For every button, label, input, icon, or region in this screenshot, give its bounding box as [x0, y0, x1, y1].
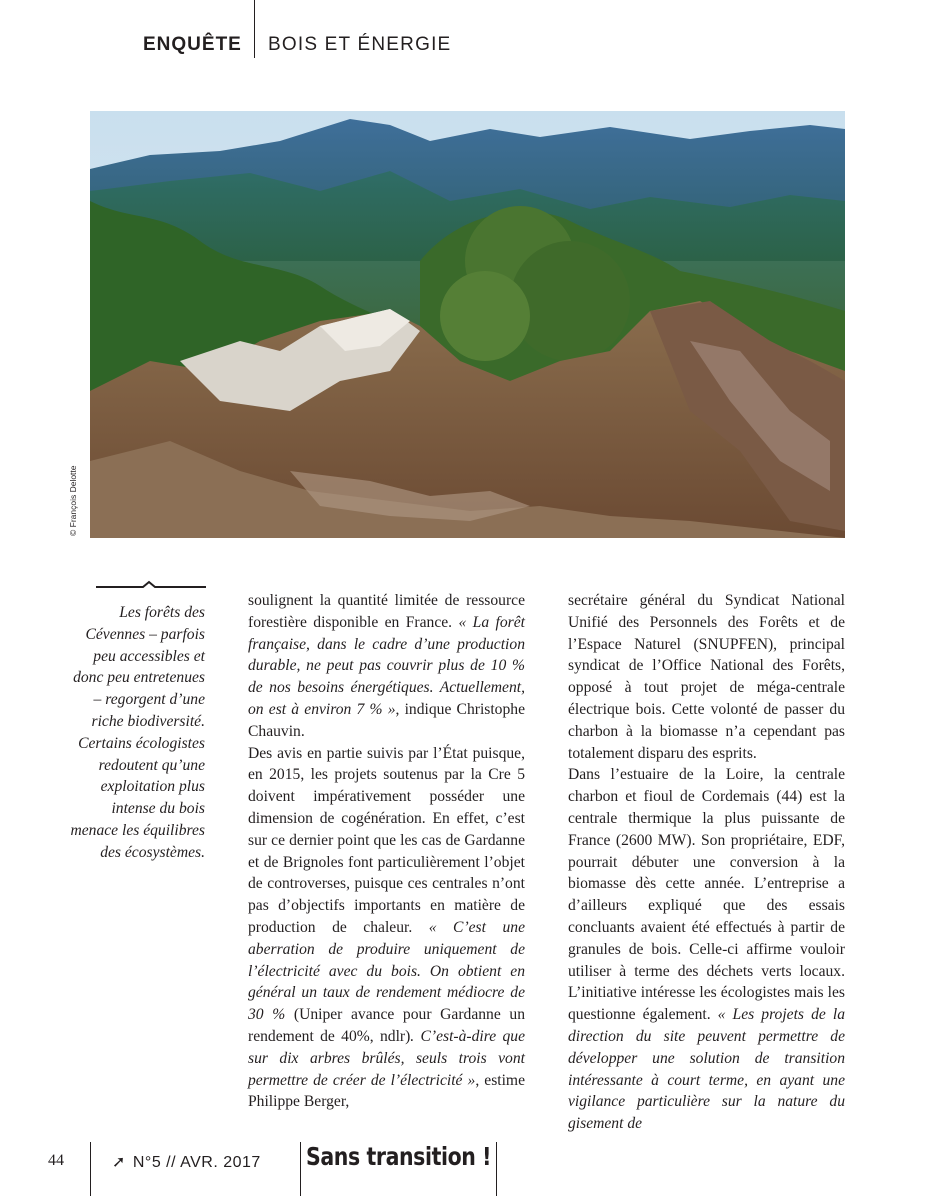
quote: « La forêt française, dans le cadre d’une production durable, ne peut pas couvrir plus de 10 % de nos besoins énergétiques. Actuellement, on est à environ 7 % » [248, 613, 525, 718]
forest-landscape-photo [90, 111, 845, 538]
arrow-icon: ➚ [112, 1154, 126, 1171]
issue-info: ➚ N°5 // AVR. 2017 [112, 1154, 261, 1171]
photo-caption: Les forêts des Cévennes – parfois peu accessibles et donc peu entretenues – regorgent d’une riche biodiversité. Certains écologistes redoutent qu’une exploitation plus intense du bois menace les équilibres des écosystèmes. [70, 604, 205, 861]
section-topic: BOIS ET ÉNERGIE [268, 34, 452, 55]
caption-divider [96, 578, 206, 592]
quote: « C’est une aberration de produire uniquement de l’électricité avec du bois. On obtient en général un taux de rendement médiocre de 30 % [248, 918, 525, 1024]
footer-divider [300, 1142, 301, 1196]
magazine-logo: Sans transition ! [306, 1142, 492, 1171]
quote: « Les projets de la direction du site peuvent permettre de développer une solution de transition intéressante à court terme, en ayant une vigilance particulière sur la nature du gisement de [568, 1006, 845, 1133]
photo-credit: © François Delotte [68, 465, 78, 536]
footer-divider [90, 1142, 91, 1196]
article-column-2 [568, 590, 845, 1135]
page-number: 44 [48, 1152, 64, 1169]
paragraph: Dans l’estuaire de la Loire, la centrale charbon et fioul de Cordemais (44) est la centrale thermique la plus puissante de France (2600 MW). Son propriétaire, EDF, pourrait débuter une conversion à la biomasse dès cette année. L’entreprise a d’ailleurs expliqué que des essais concluants avaient été effectués à partir de granules de bois. Celle-ci affirme vouloir utiliser à terme des déchets verts locaux. L’initiative intéresse les écologistes mais les questionne également. « Les projets de la direction du site peuvent permettre de développer une solution de transition intéressante à court terme, en ayant une vigilance particulière sur la nature du gisement de [568, 766, 845, 1133]
section-rubric: ENQUÊTE [143, 34, 242, 55]
page-footer [0, 1138, 934, 1200]
footer-divider [496, 1142, 497, 1196]
paragraph: Des avis en partie suivis par l’État puisque, en 2015, les projets soutenus par la Cre 5 doivent impérativement posséder une dimension de cogénération. En effet, c’est sur ce dernier point que les cas de Gardanne et de Brignoles font particulièrement l’objet de controverses, puisque ces centrales n’ont pas d’objectifs importants en matière de production de chaleur. « C’est une aberration de produire uniquement de l’électricité avec du bois. On obtient en général un taux de rendement médiocre de 30 % (Uniper avance pour Gardanne un rendement de 40%, ndlr). C’est-à-dire que sur dix arbres brûlés, seuls trois vont permettre de créer de l’électricité », estime Philippe Berger, [248, 744, 525, 1111]
paragraph: secrétaire général du Syndicat National Unifié des Personnels des Forêts et de l’Espace Naturel (SNUPFEN), principal syndicat de l’Office National des Forêts, opposé à tout projet de méga-centrale électrique bois. Cette volonté de passer du charbon à la biomasse n’a cependant pas totalement disparu des esprits. [568, 592, 845, 762]
header-divider [254, 0, 255, 58]
paragraph: soulignent la quantité limitée de ressource forestière disponible en France. « La forêt française, dans le cadre d’une production durable, ne peut pas couvrir plus de 10 % de nos besoins énergétiques. Actuellement, on est à environ 7 % », indique Christophe Chauvin. [248, 592, 525, 740]
article-column-1 [248, 590, 525, 1113]
quote: . C’est-à-dire que sur dix arbres brûlés, seuls trois vont permettre de créer de l’électricité » [248, 1027, 525, 1089]
page-header [0, 0, 934, 70]
